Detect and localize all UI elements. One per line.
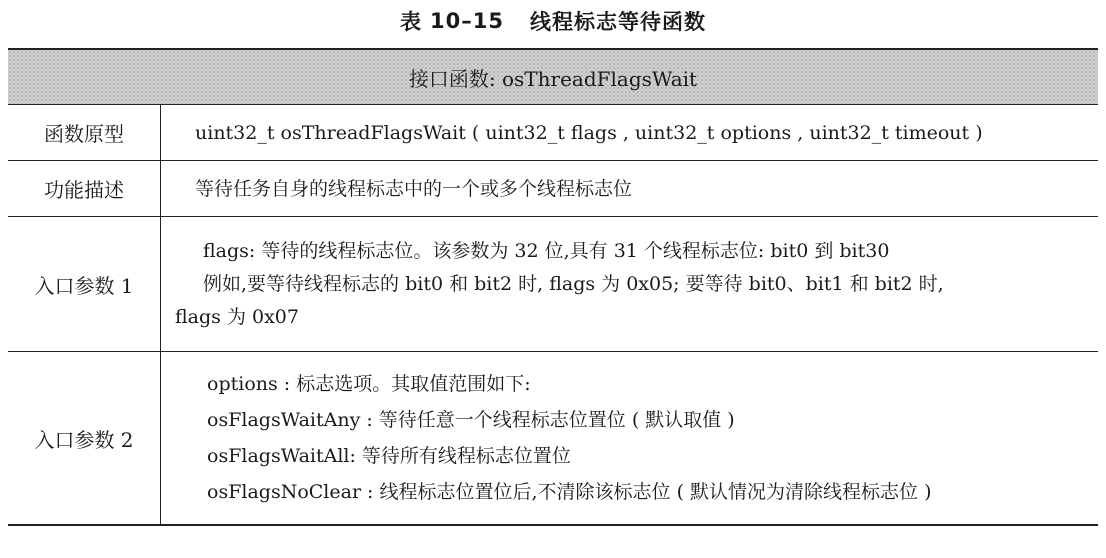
- table-row: [8, 352, 1098, 524]
- row-content: [161, 217, 1098, 351]
- row-content: [161, 352, 1098, 524]
- content-line: flags: 等待的线程标志位。该参数为 32 位,具有 31 个线程标志位: bit0 到 bit30: [203, 239, 890, 262]
- row-content: [161, 105, 1098, 160]
- row-content: [161, 161, 1098, 216]
- table-row: [8, 217, 1098, 352]
- table-header: 接口函数: osThreadFlagsWait: [8, 50, 1098, 105]
- content-line: uint32_t osThreadFlagsWait ( uint32_t flags , uint32_t options , uint32_t timeout ): [195, 121, 983, 144]
- row-label: 入口参数 1: [8, 217, 161, 351]
- row-label: 函数原型: [8, 105, 161, 160]
- content-line: 等待任务自身的线程标志中的一个或多个线程标志位: [195, 177, 633, 200]
- caption-prefix: 表: [400, 10, 423, 34]
- content-line: osFlagsWaitAll: 等待所有线程标志位置位: [207, 445, 571, 467]
- content-line: osFlagsWaitAny : 等待任意一个线程标志位置位 ( 默认取值 ): [207, 409, 735, 431]
- caption-title: 线程标志等待函数: [529, 10, 706, 34]
- content-line: flags 为 0x07: [175, 305, 299, 328]
- table-caption: [0, 0, 1106, 42]
- caption-number: 10–15: [430, 9, 504, 33]
- function-table: [8, 48, 1098, 526]
- table-row: [8, 161, 1098, 217]
- content-line: osFlagsNoClear : 线程标志位置位后,不清除该标志位 ( 默认情况为清除线程标志位 ): [207, 481, 932, 503]
- row-label: 功能描述: [8, 161, 161, 216]
- table-row: [8, 105, 1098, 161]
- content-line: 例如,要等待线程标志的 bit0 和 bit2 时, flags 为 0x05; 要等待 bit0、bit1 和 bit2 时,: [203, 272, 944, 295]
- content-line: options : 标志选项。其取值范围如下:: [207, 373, 531, 395]
- row-label: 入口参数 2: [8, 352, 161, 524]
